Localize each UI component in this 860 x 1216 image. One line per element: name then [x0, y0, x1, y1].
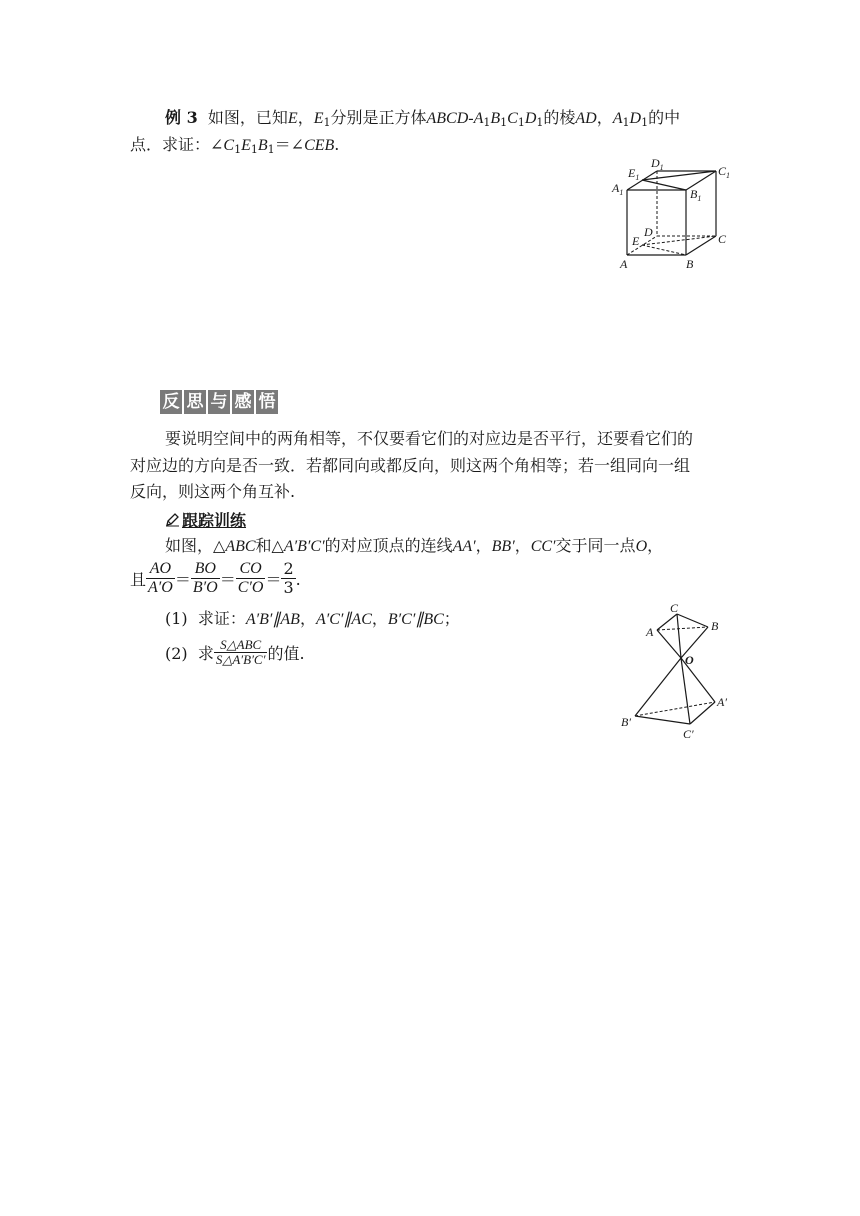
edge-AC — [657, 614, 677, 630]
cube-name: B — [490, 110, 501, 127]
subscript: 1 — [323, 116, 331, 129]
label-A: A — [620, 257, 628, 271]
label-A1: $A_1$ — [612, 181, 624, 197]
period: . — [334, 135, 340, 154]
reflection-line-1: 要说明空间中的两角相等，不仅要看它们的对应边是否平行，还要看它们的 — [165, 429, 694, 448]
label-Bp: B′ — [621, 715, 631, 729]
fraction-2-3: $\frac{2}{3}$ — [283, 559, 294, 597]
var-B1: B — [257, 137, 268, 154]
example-text: 如图，已知 — [207, 108, 288, 127]
example-label: 例 3 — [165, 108, 198, 127]
sep: ； — [443, 609, 460, 628]
sep: ， — [647, 536, 664, 555]
edge-OBp — [635, 658, 681, 716]
example-text: 分别是正方体 — [330, 108, 427, 127]
var-E1: E — [241, 137, 251, 154]
sep: ， — [299, 609, 316, 628]
edge-CB — [677, 614, 708, 627]
example-line-1 — [165, 107, 680, 130]
sep: ， — [371, 609, 388, 628]
parallel-statement: B′C′∥BC — [387, 611, 444, 628]
edge-CO — [677, 614, 681, 658]
training-title-text: 跟踪训练 — [182, 511, 247, 530]
label-E1: $E_1$ — [628, 166, 640, 182]
var-E1: E — [313, 110, 324, 127]
tag-char: 悟 — [256, 390, 278, 414]
subscript: 1 — [517, 116, 525, 129]
label-Ap: A′ — [717, 695, 727, 709]
label-O: O — [685, 653, 694, 667]
var-A1: A — [612, 110, 623, 127]
question-label: (1) — [165, 609, 188, 628]
cube-name: D — [524, 110, 537, 127]
fraction-BO: $\frac{BO}{B'O}$ — [192, 560, 218, 596]
reflection-line-3: 反向，则这两个角互补. — [130, 482, 296, 501]
label-D1: $D_1$ — [651, 156, 664, 172]
example-text: 的棱 — [543, 108, 576, 127]
training-line-2 — [130, 560, 301, 600]
label-Cp: C′ — [683, 727, 694, 741]
subscript: 1 — [483, 116, 491, 129]
pencil-icon — [165, 512, 180, 527]
var-ApBpCp: A′B′C′ — [283, 538, 325, 555]
question-label: (2) — [165, 644, 188, 663]
label-B: B — [686, 257, 694, 271]
example-line-2 — [130, 134, 339, 157]
question-1 — [165, 608, 460, 631]
reflection-tag — [160, 390, 278, 414]
edge-AO — [657, 630, 681, 658]
training-text: 和△ — [255, 536, 284, 555]
example-text: ＝∠ — [274, 135, 305, 154]
training-line-1 — [165, 535, 663, 558]
hidden-EB — [642, 245, 686, 255]
equals: ＝ — [174, 570, 191, 589]
subscript: 1 — [250, 143, 258, 156]
var-E: E — [287, 110, 298, 127]
training-text: 交于同一点 — [555, 536, 636, 555]
var-AAp: AA′ — [452, 538, 476, 555]
tag-char: 反 — [160, 390, 182, 414]
parallel-statement: A′C′∥AC — [315, 611, 372, 628]
reflection-line-2: 对应边的方向是否一致．若都同向或都反向，则这两个角相等；若一组同向一组 — [130, 456, 691, 475]
edge-CpAp — [690, 702, 715, 724]
label-D: D — [644, 225, 653, 239]
label-A: A — [646, 625, 654, 639]
var-BBp: BB′ — [491, 538, 515, 555]
training-text: 求 — [197, 644, 214, 663]
example-text: 点．求证：∠ — [130, 135, 224, 154]
label-E: E — [632, 234, 640, 248]
fraction-CO: $\frac{CO}{C'O}$ — [237, 560, 264, 596]
edge-BpCp — [635, 716, 690, 724]
training-text: 的对应顶点的连线 — [324, 536, 453, 555]
parallel-statement: A′B′∥AB — [245, 611, 300, 628]
tag-char: 感 — [232, 390, 254, 414]
area-ratio-fraction: $\frac{\text{S△ABC}}{S\triangle A'B'C'}$ — [215, 637, 266, 667]
edge-BC — [686, 236, 716, 255]
label-B: B — [711, 619, 719, 633]
sep: ， — [514, 536, 531, 555]
triangles-figure — [615, 600, 745, 745]
fraction-AO: $\frac{AO}{A'O}$ — [148, 560, 173, 596]
label-C: C — [718, 232, 727, 246]
cube-name: ABCD-A — [426, 110, 484, 127]
label-C: C — [670, 601, 679, 615]
var-CCp: CC′ — [530, 538, 556, 555]
var-D1: D — [629, 110, 642, 127]
equals: ＝ — [265, 570, 282, 589]
hidden-AB — [657, 627, 708, 630]
sep: ， — [596, 108, 613, 127]
period: . — [295, 570, 301, 589]
example-text: 的中 — [648, 108, 681, 127]
tag-char: 与 — [208, 390, 230, 414]
subscript: 1 — [622, 116, 630, 129]
var-C1: C — [223, 137, 235, 154]
cube-figure — [610, 152, 740, 277]
var-O: O — [635, 538, 648, 555]
subscript: 1 — [500, 116, 508, 129]
subscript: 1 — [234, 143, 242, 156]
var-AD: AD — [575, 110, 597, 127]
question-2 — [165, 634, 305, 674]
training-text: 的值. — [267, 644, 305, 663]
cube-name: C — [507, 110, 518, 127]
training-text: 求证： — [197, 609, 246, 628]
var-CEB: CEB — [304, 137, 335, 154]
label-C1: $C_1$ — [718, 164, 731, 180]
subscript: 1 — [267, 143, 275, 156]
training-text: 且 — [130, 570, 147, 589]
var-ABC: ABC — [225, 538, 256, 555]
tag-char: 思 — [184, 390, 206, 414]
training-text: 如图，△ — [165, 536, 226, 555]
seg-E1B1 — [642, 180, 686, 190]
sep: ， — [475, 536, 492, 555]
equals: ＝ — [219, 570, 236, 589]
training-title — [165, 508, 246, 531]
sep: ， — [297, 108, 314, 127]
hidden-BpAp — [635, 702, 715, 716]
label-B1: $B_1$ — [690, 187, 702, 203]
subscript: 1 — [536, 116, 544, 129]
subscript: 1 — [641, 116, 649, 129]
